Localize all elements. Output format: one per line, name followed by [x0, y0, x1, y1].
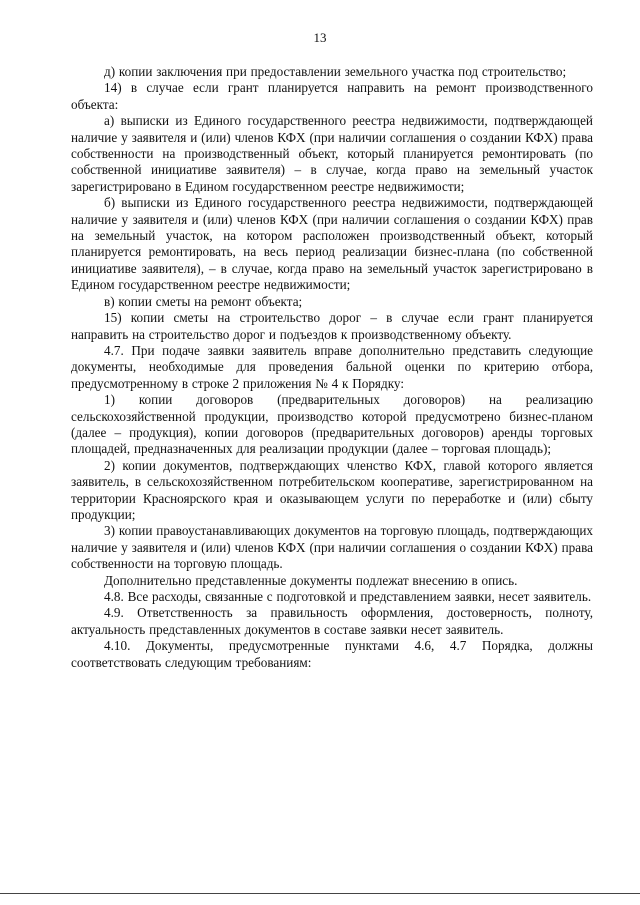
- paragraph-item-15: 15) копии сметы на строительство дорог – в случае если грант планируется направить на строительство дорог и подъездов к производственному объекту.: [71, 310, 593, 342]
- paragraph-item-14a: а) выписки из Единого государственного реестра недвижимости, подтверждающей наличие у заявителя и (или) членов КФХ (при наличии соглашения о создании КФХ) права собственности на производственный объект, который планируется ремонтировать (по собственной инициативе заявителя) – в случае, когда право на земельный участок зарегистрировано в Едином государственном реестре недвижимости;: [71, 113, 593, 194]
- document-body: [71, 64, 593, 671]
- paragraph-4-10: 4.10. Документы, предусмотренные пунктами 4.6, 4.7 Порядка, должны соответствовать следующим требованиям:: [71, 638, 593, 670]
- paragraph-item-d: д) копии заключения при предоставлении земельного участка под строительство;: [104, 64, 567, 79]
- scan-edge-line: [0, 893, 640, 894]
- paragraph-item-14b: б) выписки из Единого государственного реестра недвижимости, подтверждающей наличие у заявителя и (или) членов КФХ (при наличии соглашения о создании КФХ) прав на земельный участок, на котором расположен производственный объект, который планируется ремонтировать, на весь период реализации бизнес-плана (по собственной инициативе заявителя), – в случае, когда право на земельный участок зарегистрировано в Едином государственном реестре недвижимости;: [71, 195, 593, 293]
- paragraph-4-7-3: 3) копии правоустанавливающих документов на торговую площадь, подтверждающих наличие у заявителя и (или) членов КФХ (при наличии соглашения о создании КФХ) права собственности на торговую площадь.: [71, 523, 593, 572]
- paragraph-item-14: 14) в случае если грант планируется направить на ремонт производственного объекта:: [71, 80, 593, 112]
- paragraph-4-8: 4.8. Все расходы, связанные с подготовкой и представлением заявки, несет заявитель.: [104, 589, 592, 604]
- paragraph-additional-docs: Дополнительно представленные документы подлежат внесению в опись.: [104, 572, 518, 588]
- paragraph-4-7-2: 2) копии документов, подтверждающих членство КФХ, главой которого является заявитель, в сельскохозяйственном потребительском кооперативе, зарегистрированном на территории Красноярского края и оказывающем услуги по переработке и (или) сбыту продукции;: [71, 457, 593, 522]
- page-number: 13: [313, 30, 327, 45]
- paragraph-4-9: 4.9. Ответственность за правильность оформления, достоверность, полноту, актуальность представленных документов в составе заявки несет заявитель.: [71, 605, 593, 637]
- paragraph-item-14v: в) копии сметы на ремонт объекта;: [104, 293, 303, 309]
- paragraph-4-7-1: 1) копии договоров (предварительных договоров) на реализацию сельскохозяйственной продукции, производство которой предусмотрено бизнес-планом (далее – продукция), копии договоров (предварительных договоров) аренды торговых площадей, предназначенных для реализации продукции (далее – торговая площадь);: [71, 392, 593, 457]
- paragraph-4-7: 4.7. При подаче заявки заявитель вправе дополнительно представить следующие документы, необходимые для проведения бальной оценки по критерию отбора, предусмотренному в строке 2 приложения № 4 к Порядку:: [71, 342, 593, 391]
